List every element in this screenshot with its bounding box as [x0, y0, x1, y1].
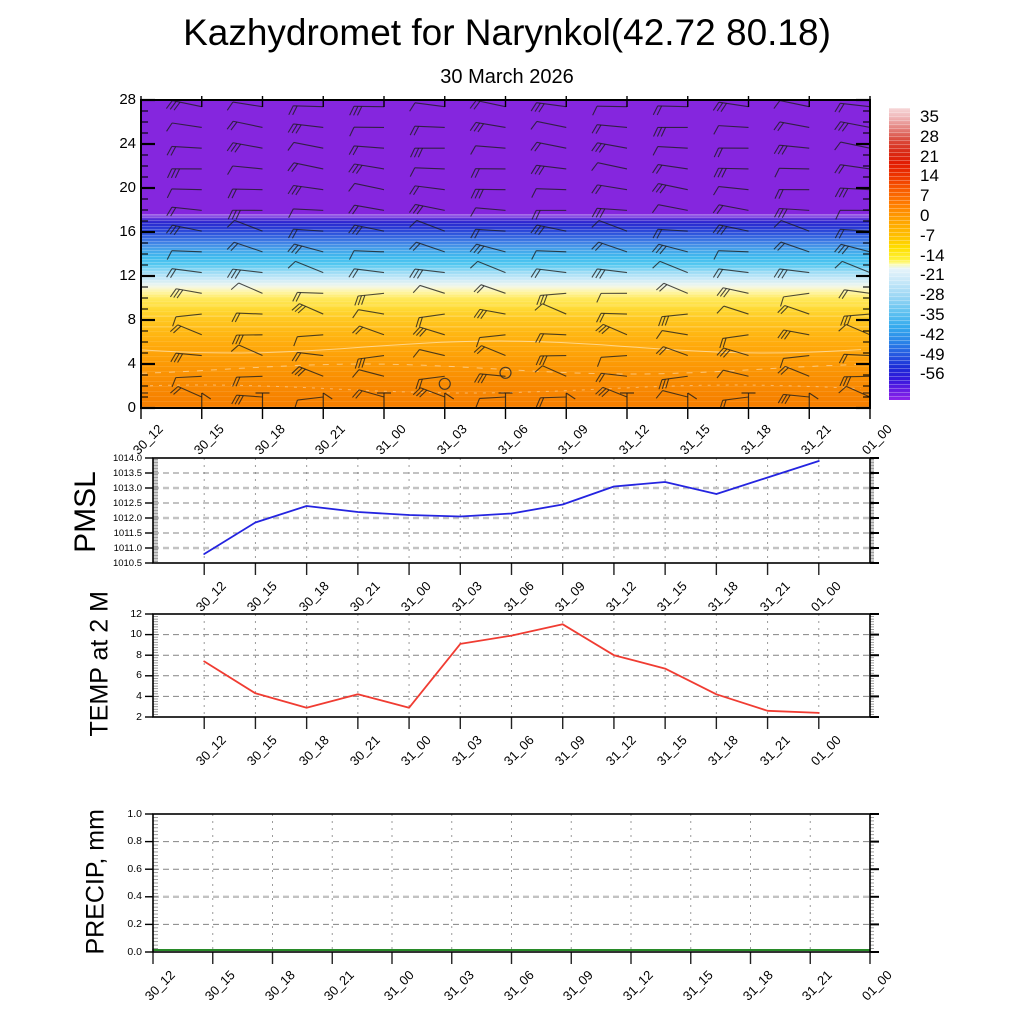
precip-axis-label: PRECIP, mm [81, 809, 110, 955]
time-tick-label: 30_18 [295, 578, 332, 615]
precip-y-tick-label: 0.0 [127, 945, 142, 958]
time-tick-label: 31_15 [676, 421, 713, 458]
precip-chart [145, 814, 879, 964]
profile-axis-ticks [141, 96, 870, 419]
time-tick-label: 31_06 [500, 732, 537, 769]
temp-at-2m-y-tick-label: 2 [136, 710, 142, 723]
time-tick-label: 31_09 [551, 732, 588, 769]
time-tick-label: 31_21 [756, 578, 793, 615]
time-tick-label: 31_12 [615, 421, 652, 458]
time-tick-label: 30_12 [141, 967, 178, 1004]
calm-wind-markers [439, 367, 511, 389]
time-tick-label: 31_00 [380, 967, 417, 1004]
time-tick-label: 31_15 [653, 578, 691, 615]
precip-y-tick-label: 1.0 [127, 807, 142, 820]
pmsl-y-tick-label: 1010.5 [112, 557, 142, 569]
profile-y-tick-label: 12 [119, 267, 136, 284]
colorbar-tick-label: -49 [920, 344, 945, 364]
pmsl-y-tick-label: 1011.0 [113, 542, 142, 554]
time-tick-label: 30_15 [190, 421, 227, 458]
time-tick-label: 30_12 [129, 421, 166, 458]
time-tick-label: 31_03 [433, 421, 470, 458]
profile-y-tick-label: 28 [119, 91, 136, 108]
pmsl-y-tick-label: 1011.5 [113, 527, 142, 539]
time-tick-label: 31_03 [449, 578, 486, 615]
colorbar-tick-label: -35 [920, 305, 945, 325]
colorbar-tick-label: -28 [920, 285, 945, 305]
time-tick-label: 30_21 [346, 732, 383, 769]
chart-subtitle: 30 March 2026 [440, 66, 574, 88]
time-tick-label: 01_00 [807, 578, 844, 615]
time-tick-label: 01_00 [858, 421, 895, 458]
time-tick-label: 31_00 [397, 578, 434, 615]
time-tick-label: 31_03 [440, 967, 477, 1004]
colorbar-tick-label: 14 [920, 166, 939, 186]
pmsl-y-tick-label: 1012.5 [112, 497, 142, 509]
pmsl-y-tick-label: 1014.0 [112, 452, 142, 464]
colorbar-tick-label: -42 [920, 324, 945, 344]
time-tick-label: 01_00 [858, 967, 895, 1004]
page-title: Kazhydromet for Narynkol(42.72 80.18) [183, 12, 831, 53]
temp-at-2m-y-tick-label: 6 [136, 669, 142, 682]
time-tick-label: 31_21 [798, 967, 836, 1004]
time-tick-label: 30_12 [192, 732, 230, 769]
precip-y-tick-label: 0.2 [127, 917, 142, 930]
time-tick-label: 31_00 [397, 732, 434, 769]
time-tick-label: 31_18 [705, 732, 742, 769]
temp-at-2m-y-tick-label: 10 [130, 628, 142, 641]
time-tick-label: 30_21 [346, 578, 383, 615]
time-tick-label: 31_12 [619, 967, 656, 1004]
time-tick-label: 31_06 [500, 967, 537, 1004]
time-tick-label: 30_18 [261, 967, 298, 1004]
colorbar-tick-label: -14 [920, 245, 945, 265]
time-tick-label: 31_06 [500, 578, 537, 615]
time-tick-label: 30_15 [244, 732, 281, 769]
temp-at-2m-y-tick-label: 4 [136, 689, 142, 702]
temp-at-2m-y-tick-label: 12 [130, 607, 142, 620]
time-tick-label: 31_21 [756, 732, 793, 769]
pmsl-y-tick-label: 1012.0 [112, 512, 142, 524]
pmsl-y-tick-label: 1013.5 [112, 467, 142, 479]
wind-barbs-layer [106, 100, 877, 409]
precip-y-tick-label: 0.6 [127, 862, 142, 875]
time-tick-label: 31_18 [739, 967, 776, 1004]
time-tick-label: 31_18 [737, 421, 774, 458]
time-tick-label: 01_00 [807, 732, 844, 769]
pmsl-axis-label: PMSL [69, 471, 102, 553]
colorbar-tick-label: -56 [920, 364, 945, 384]
profile-y-tick-label: 4 [127, 355, 136, 372]
profile-y-tick-label: 20 [119, 179, 136, 196]
colorbar-tick-label: 21 [920, 146, 939, 166]
time-tick-label: 31_21 [797, 421, 835, 458]
time-tick-label: 31_12 [602, 732, 639, 769]
time-tick-label: 31_09 [551, 578, 588, 615]
colorbar-tick-label: -21 [920, 265, 945, 285]
time-tick-label: 31_06 [494, 421, 531, 458]
time-tick-label: 30_18 [295, 732, 332, 769]
precip-y-tick-label: 0.8 [127, 835, 142, 848]
temp-axis-label: TEMP at 2 M [85, 591, 114, 737]
time-tick-label: 30_12 [192, 578, 230, 615]
colorbar-tick-label: -7 [920, 225, 936, 245]
time-tick-label: 31_15 [653, 732, 691, 769]
temp-at-2m-y-tick-label: 8 [136, 648, 142, 661]
precip-y-tick-label: 0.4 [127, 890, 142, 903]
time-tick-label: 31_18 [705, 578, 742, 615]
time-tick-label: 31_00 [372, 421, 409, 458]
profile-y-tick-label: 24 [119, 135, 136, 152]
time-tick-label: 31_12 [602, 578, 639, 615]
profile-y-tick-label: 16 [119, 223, 136, 240]
colorbar-tick-label: 0 [920, 206, 930, 226]
time-tick-label: 31_09 [559, 967, 597, 1004]
colorbar-tick-label: 35 [920, 107, 939, 127]
time-tick-label: 31_09 [554, 421, 592, 458]
pmsl-y-tick-label: 1013.0 [112, 482, 142, 494]
colorbar-tick-label: 28 [920, 126, 939, 146]
time-tick-label: 30_21 [311, 421, 349, 458]
temp-at-2m-chart [145, 614, 879, 729]
time-tick-label: 30_18 [251, 421, 288, 458]
colorbar-tick-label: 7 [920, 186, 930, 206]
time-tick-label: 31_03 [449, 732, 486, 769]
time-tick-label: 30_15 [244, 578, 281, 615]
profile-y-tick-label: 0 [127, 399, 136, 416]
time-tick-label: 31_15 [679, 967, 716, 1004]
time-tick-label: 30_21 [320, 967, 358, 1004]
profile-y-tick-label: 8 [127, 311, 136, 328]
time-tick-label: 30_15 [201, 967, 238, 1004]
